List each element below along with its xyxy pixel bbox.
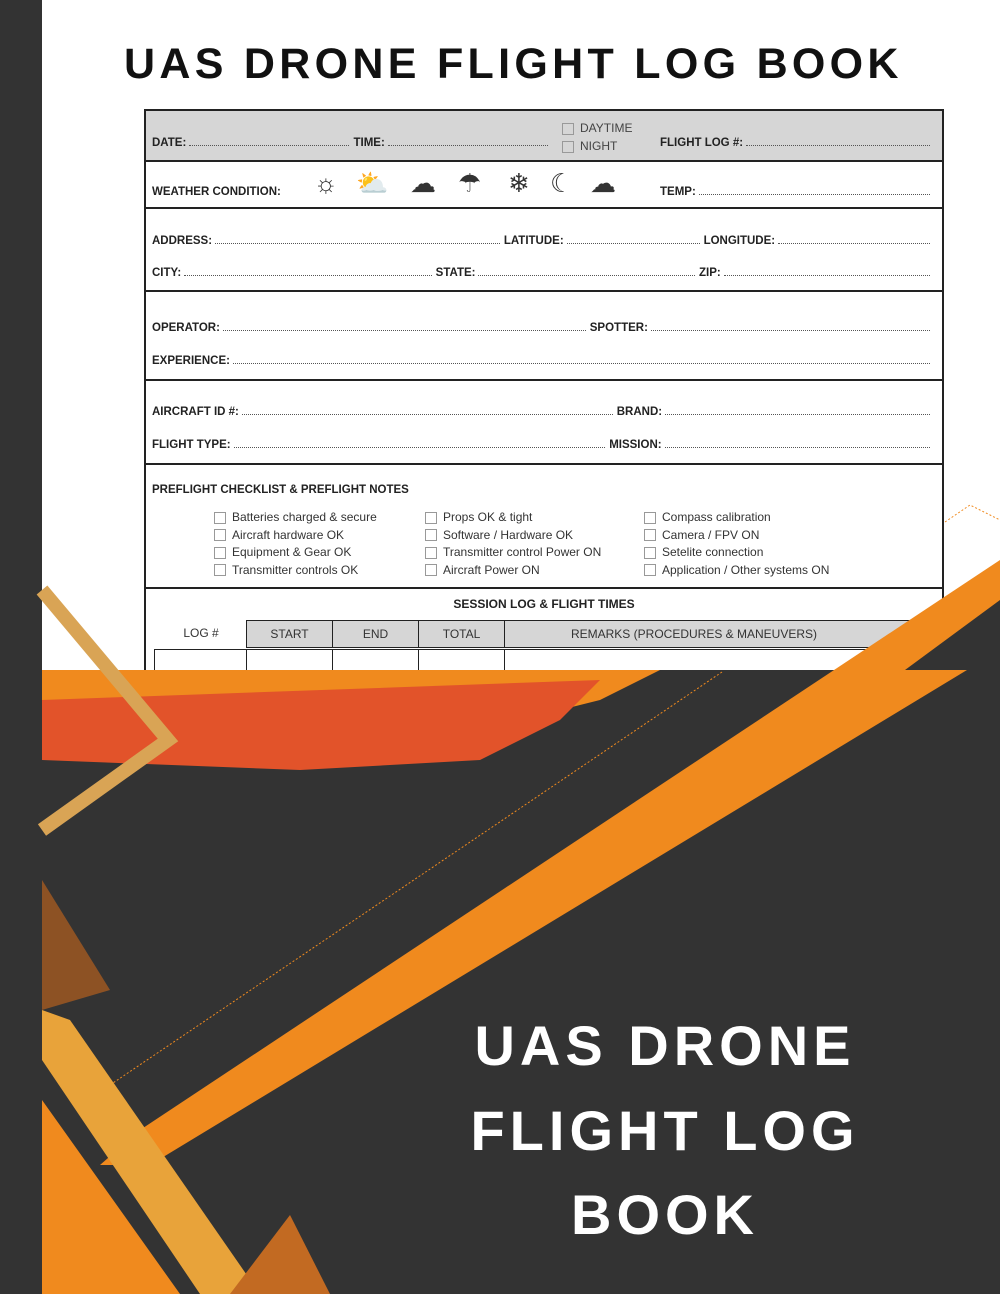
spotter-label: SPOTTER:: [589, 322, 648, 334]
checklist-item-label: Transmitter controls OK: [232, 562, 359, 577]
column-total: TOTAL: [418, 620, 505, 648]
flight-type-label: FLIGHT TYPE:: [152, 439, 231, 451]
column-start: START: [246, 620, 333, 648]
experience-label: EXPERIENCE:: [152, 355, 230, 367]
mission-label: MISSION:: [609, 439, 662, 451]
top-title: UAS DRONE FLIGHT LOG BOOK: [124, 40, 903, 88]
thunderstorm-icon: ☁: [410, 168, 436, 198]
flight-log-label: FLIGHT LOG #:: [660, 137, 744, 149]
zip-label: ZIP:: [699, 267, 721, 279]
city-label: CITY:: [152, 267, 182, 279]
moon-icon: ☾: [550, 168, 574, 198]
partly-cloudy-icon: ⛅: [356, 168, 389, 198]
bottom-title-line-2: FLIGHT LOG: [470, 1099, 860, 1162]
checklist-title: PREFLIGHT CHECKLIST & PREFLIGHT NOTES: [152, 484, 409, 496]
rain-icon: ☂: [458, 168, 482, 198]
checklist-item-label: Application / Other systems ON: [662, 562, 830, 577]
checklist-item-label: Transmitter control Power ON: [443, 545, 602, 559]
checklist-item-label: Compass calibration: [662, 510, 771, 524]
aircraft-id-label: AIRCRAFT ID #:: [152, 406, 239, 418]
night-label: NIGHT: [580, 139, 618, 153]
checklist-item-label: Camera / FPV ON: [662, 527, 760, 542]
checklist-item-label: Aircraft Power ON: [443, 562, 540, 577]
checklist-item-label: Setelite connection: [662, 545, 764, 559]
time-label: TIME:: [353, 137, 385, 149]
sun-icon: ☼: [314, 168, 338, 198]
snow-icon: ❄: [508, 168, 530, 198]
session-title: SESSION LOG & FLIGHT TIMES: [453, 597, 635, 611]
wind-icon: ☁: [590, 168, 616, 198]
weather-label: WEATHER CONDITION:: [152, 186, 281, 198]
address-label: ADDRESS:: [152, 235, 213, 247]
longitude-label: LONGITUDE:: [703, 235, 776, 247]
state-label: STATE:: [435, 267, 476, 279]
date-label: DATE:: [152, 137, 187, 149]
checklist-item-label: Software / Hardware OK: [443, 527, 574, 542]
column-remarks: REMARKS (PROCEDURES & MANEUVERS): [504, 620, 944, 648]
operator-label: OPERATOR:: [152, 322, 220, 334]
bottom-title-line-1: UAS DRONE: [474, 1014, 856, 1077]
thin-line-end: [945, 505, 1000, 522]
column-log: LOG #: [183, 626, 219, 640]
checklist-item-label: Batteries charged & secure: [232, 510, 377, 524]
latitude-label: LATITUDE:: [503, 235, 564, 247]
temp-label: TEMP:: [660, 186, 696, 198]
checklist-item-label: Equipment & Gear OK: [232, 545, 352, 559]
brand-label: BRAND:: [616, 406, 663, 418]
daytime-label: DAYTIME: [580, 121, 633, 135]
checklist-item-label: Aircraft hardware OK: [232, 527, 345, 542]
bottom-title-line-3: BOOK: [571, 1183, 759, 1246]
column-end: END: [332, 620, 419, 648]
checklist-item-label: Props OK & tight: [443, 510, 533, 524]
